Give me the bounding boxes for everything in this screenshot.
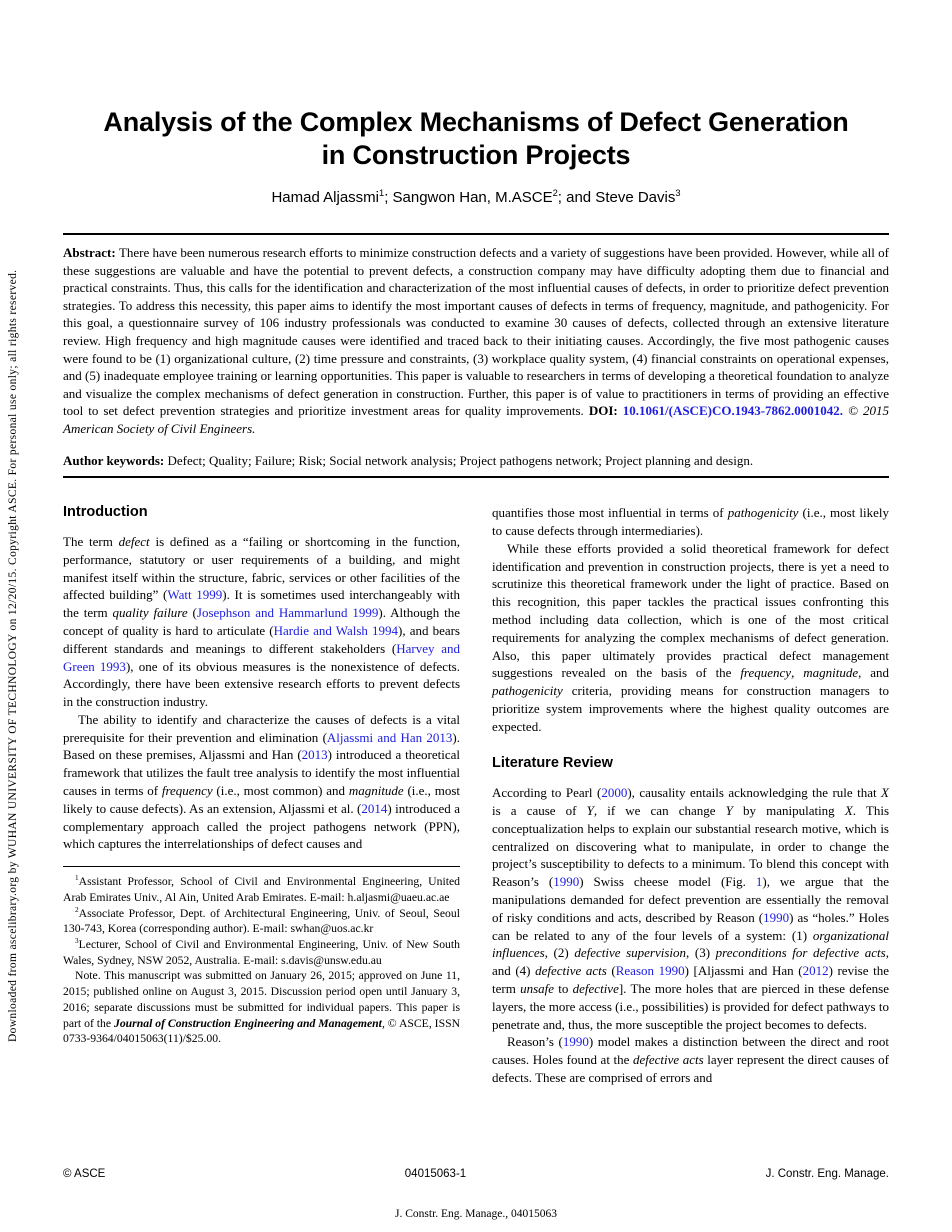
text-segment: (i.e., most common) and xyxy=(212,783,349,799)
text-segment: frequency xyxy=(161,783,213,799)
text-segment: The ability to identify and characterize the causes of defects is a vital prerequisite for their prevention and elimination ( xyxy=(63,711,460,745)
text-segment: X xyxy=(844,803,853,819)
text-segment: According to Pearl ( xyxy=(492,785,602,801)
text-segment: ) [Aljassmi and Han ( xyxy=(684,963,803,979)
text-segment: ; and Steve Davis xyxy=(557,189,676,206)
text-segment: defective acts xyxy=(535,963,607,979)
text-segment: Y xyxy=(725,803,733,819)
text-segment: criteria, providing means for construction managers to prioritize system improvements where the highest quality outcomes are expected. xyxy=(492,683,889,734)
author-keywords xyxy=(63,452,889,470)
text-segment: to xyxy=(554,981,573,997)
citation-link[interactable]: 2000 xyxy=(601,785,628,801)
text-segment: ). Although the concept of quality is hard to articulate ( xyxy=(63,605,460,638)
citation-link[interactable]: Reason 1990 xyxy=(615,963,685,979)
text-segment: by manipulating xyxy=(732,803,845,819)
text-segment: is defined as a “failing or shortcoming in the function, performance, statutory or user requirements of a building, and might manifest itself within the structure, fabric, services or other facilities of the affected building” ( xyxy=(63,533,460,603)
text-segment: Author keywords: xyxy=(63,452,168,468)
text-segment: preconditions for defective acts xyxy=(715,945,886,961)
paragraph xyxy=(492,540,889,736)
paragraph xyxy=(492,504,889,540)
text-segment: , (3) xyxy=(686,945,716,961)
paragraph xyxy=(63,711,460,853)
citation-link[interactable]: 1990 xyxy=(562,1034,589,1050)
text-segment: ) introduced a complementary approach called the project pathogens network (PPN), which captures the interrelationships of defect causes and xyxy=(63,800,460,852)
text-segment: defect xyxy=(118,533,150,549)
right-column-text xyxy=(492,504,889,1087)
text-segment: organizational influences xyxy=(492,927,889,961)
text-segment: ( xyxy=(187,605,197,621)
paragraph xyxy=(492,784,889,1033)
text-segment: , © ASCE, ISSN 0733-9364/04015063(11)/$25.00. xyxy=(63,1016,461,1046)
text-segment: , (2) xyxy=(544,945,575,961)
citation-link[interactable]: 1990 xyxy=(763,909,790,925)
left-column-text xyxy=(63,504,460,853)
text-segment: ) introduced a theoretical framework that utilizes the fault tree analysis to identify the most influential causes in terms of xyxy=(63,747,460,799)
text-segment: 2 xyxy=(552,188,558,198)
text-segment: There have been numerous research efforts to minimize construction defects and a variety of suggestions have been provided. However, while all of these suggestions are valuable and have the potential to prevent defects, a construction company may have difficulty adopting them due to financial and practical constraints. Thus, this calls for the identification and characterization of the most influential causes of defects, in order to prioritize defect prevention strategies. To address this necessity, this paper aims to identify the most important causes of defects in terms of frequency, magnitude, and pathogenicity. For this goal, a questionnaire survey of 106 industry professionals was conducted to examine 30 causes of defects, collected through an extensive literature review. High frequency and high magnitude causes were identified and traced back to their initiating causes. Accordingly, the five most pathogenic causes were found to be (1) organizational culture, (2) time pressure and constraints, (3) workplace quality system, (4) financial constraints on operational expenses, and (5) inadequate employee training or learning opportunities. This paper is valuable to researchers in terms of developing a theoretical foundation to analyze and visualize the complex mechanisms of defect generation in construction. Further, this paper is of value to practitioners in terms of providing an effective tool to set defect prevention strategies and prioritize investment areas for quality improvements. xyxy=(63,245,889,419)
text-segment: , xyxy=(791,665,804,681)
text-segment: Defect; Quality; Failure; Risk; Social network analysis; Project pathogens network; Project planning and design. xyxy=(167,452,754,468)
text-segment: While these efforts provided a solid theoretical framework for defect identification and prevention in construction projects, there is yet a need to scrutinize this theoretical framework under the light of practice. Based on this recognition, this paper tackles the practical issues confronting this method including data collection, which is one of the most critical requirements for analyzing the complex mechanisms of defect generation. Also, this paper ultimately provides practical defect management suggestions revealed on the basis of the xyxy=(492,540,889,681)
text-segment: magnitude xyxy=(803,665,859,681)
citation-link[interactable]: Josephson and Hammarlund 1999 xyxy=(196,605,379,621)
left-column xyxy=(63,504,460,1087)
text-segment: ). It is sometimes used interchangeably with the term xyxy=(63,587,460,621)
text-segment: quantifies those most influential in terms of xyxy=(492,505,728,521)
text-segment: 1 xyxy=(75,874,79,883)
footnote xyxy=(63,968,460,1047)
text-segment: ) as “holes.” Holes can be related to any of the four levels of a system: (1) xyxy=(492,909,890,943)
footer-page-number: 04015063-1 xyxy=(404,1168,467,1180)
text-segment: ), one of its obvious measures is the nonexistence of defects. Accordingly, there have been extensive research efforts to prevent defects in the construction industry. xyxy=(63,658,460,710)
citation-link[interactable]: 2012 xyxy=(802,963,829,979)
footnote-block xyxy=(63,866,460,1047)
text-segment: 2 xyxy=(75,905,79,914)
text-segment: ) Swiss cheese model (Fig. xyxy=(579,874,756,890)
footnote xyxy=(63,937,460,968)
footer-journal: J. Constr. Eng. Manage. xyxy=(765,1168,889,1180)
text-segment: pathogenicity xyxy=(492,683,563,699)
text-segment: defective acts xyxy=(632,1052,704,1068)
text-segment: Associate Professor, Dept. of Architectural Engineering, Univ. of Seoul, Seoul 130-743, Korea (corresponding author). E-mail: swhan@uos.ac.kr xyxy=(63,906,460,936)
text-segment: quality failure xyxy=(112,605,188,621)
text-segment: frequency xyxy=(740,665,792,681)
text-segment: 3 xyxy=(75,937,79,946)
citation-link[interactable]: 2014 xyxy=(361,800,388,816)
text-segment: ) model makes a distinction between the direct and root causes. Holes found at the xyxy=(492,1034,889,1068)
abstract xyxy=(63,244,889,438)
text-segment: defective xyxy=(572,981,619,997)
download-statement: Downloaded from ascelibrary.org by WUHAN UNIVERSITY OF TECHNOLOGY on 12/20/15. Copyright ASCE. For personal use only; all rights reserved. xyxy=(7,269,19,1042)
text-segment: , and xyxy=(858,665,889,681)
citation-link[interactable]: 1 xyxy=(755,874,763,890)
text-segment: unsafe xyxy=(520,981,555,997)
text-segment: Lecturer, School of Civil and Environmental Engineering, Univ. of New South Wales, Sydney, NSW 2052, Australia. E-mail: s.davis@unsw.edu.au xyxy=(63,938,460,967)
citation-link[interactable]: Hardie and Walsh 1994 xyxy=(273,622,399,638)
right-column xyxy=(492,504,889,1087)
text-segment: ), we argue that the manipulations demanded for defect prevention are essentially the removal of risky conditions and acts, described by Reason ( xyxy=(492,874,890,925)
text-segment: , if we can change xyxy=(593,803,726,819)
text-segment: (i.e., most likely to cause defects). As an extension, Aljassmi et al. ( xyxy=(63,783,460,816)
citation-footer: J. Constr. Eng. Manage., 04015063 xyxy=(395,1208,557,1220)
footnote xyxy=(63,906,460,937)
text-segment: (i.e., most likely to cause defects through intermediaries). xyxy=(492,505,889,538)
footer-copyright: © ASCE xyxy=(63,1168,106,1180)
paragraph xyxy=(492,1033,889,1086)
citation-link[interactable]: Watt 1999 xyxy=(167,587,223,603)
text-segment: X xyxy=(881,785,889,801)
paper-title-line-1: Analysis of the Complex Mechanisms of Defect Generation xyxy=(103,107,849,137)
text-segment: pathogenicity xyxy=(727,505,799,521)
text-segment: ), causality entails acknowledging the rule that xyxy=(627,785,882,801)
horizontal-rule-top xyxy=(63,233,889,235)
page-footer xyxy=(63,1168,889,1180)
citation-link[interactable]: Harvey and Green 1993 xyxy=(63,640,460,674)
text-segment: ; Sangwon Han, M.ASCE xyxy=(384,189,553,206)
citation-link[interactable]: 10.1061/(ASCE)CO.1943-7862.0001042. xyxy=(622,403,844,419)
text-segment: DOI: xyxy=(588,403,623,419)
footnotes-text xyxy=(63,874,460,1047)
text-segment: is a cause of xyxy=(492,803,587,819)
text-segment: 3 xyxy=(675,188,681,198)
paragraph xyxy=(63,533,460,711)
text-segment: Journal of Construction Engineering and Management xyxy=(113,1016,382,1030)
text-segment: ), and bears different standards and meanings to different stakeholders ( xyxy=(63,622,460,656)
text-segment: layer represent the direct causes of defects. These are comprised of errors and xyxy=(492,1052,889,1086)
citation-link[interactable]: 1990 xyxy=(553,874,580,890)
text-segment: Hamad Aljassmi xyxy=(271,189,380,206)
text-segment: Assistant Professor, School of Civil and Environmental Engineering, United Arab Emirates Univ., Al Ain, United Arab Emirates. E-mail: h.aljasmi@uaeu.ac.ae xyxy=(63,875,460,904)
text-segment: The term xyxy=(63,533,119,549)
text-segment: Note. This manuscript was submitted on January 26, 2015; approved on June 11, 2015; published online on August 3, 2015. Discussion period open until January 3, 2016; separate discussions must be submitted for individual papers. This paper is part of the xyxy=(63,969,460,1030)
text-segment: magnitude xyxy=(348,783,404,799)
text-segment: defective supervision xyxy=(574,945,687,961)
horizontal-rule-keywords xyxy=(63,476,889,478)
author-line xyxy=(63,189,889,206)
text-segment: Abstract: xyxy=(63,245,119,260)
footnote-rule xyxy=(63,866,460,867)
citation-link[interactable]: 2013 xyxy=(301,747,328,763)
text-segment: Reason’s ( xyxy=(507,1034,563,1050)
text-segment: ]. The more holes that are pierced in these defense layers, the more access (i.e., possibilities) is provided for defect pathways to penetrate and, thus, the more susceptible the project becomes to defects. xyxy=(492,981,889,1032)
section-heading: Literature Review xyxy=(492,755,613,772)
paper-content xyxy=(63,0,889,1087)
text-segment: ) revise the term xyxy=(492,963,889,997)
citation-link[interactable]: Aljassmi and Han 2013 xyxy=(326,729,453,745)
text-segment: Y xyxy=(586,803,594,819)
two-column-body xyxy=(63,504,889,1087)
footnote xyxy=(63,874,460,905)
text-segment: 1 xyxy=(379,188,385,198)
text-segment: ( xyxy=(606,963,616,979)
text-segment: , and (4) xyxy=(492,945,889,979)
section-heading: Introduction xyxy=(63,504,148,521)
text-segment: . This conceptualization helps to explain our substantial research motive, which is centralized on discovering what to manipulate, in order to change the project’s susceptibility to defects to a minimum. To blend this concept with Reason’s ( xyxy=(492,803,890,890)
text-segment: ). Based on these premises, Aljassmi and Han ( xyxy=(63,729,461,763)
paper-title xyxy=(63,0,889,172)
paper-title-line-2: in Construction Projects xyxy=(321,140,631,170)
text-segment: © 2015 American Society of Civil Engineers. xyxy=(63,403,889,436)
